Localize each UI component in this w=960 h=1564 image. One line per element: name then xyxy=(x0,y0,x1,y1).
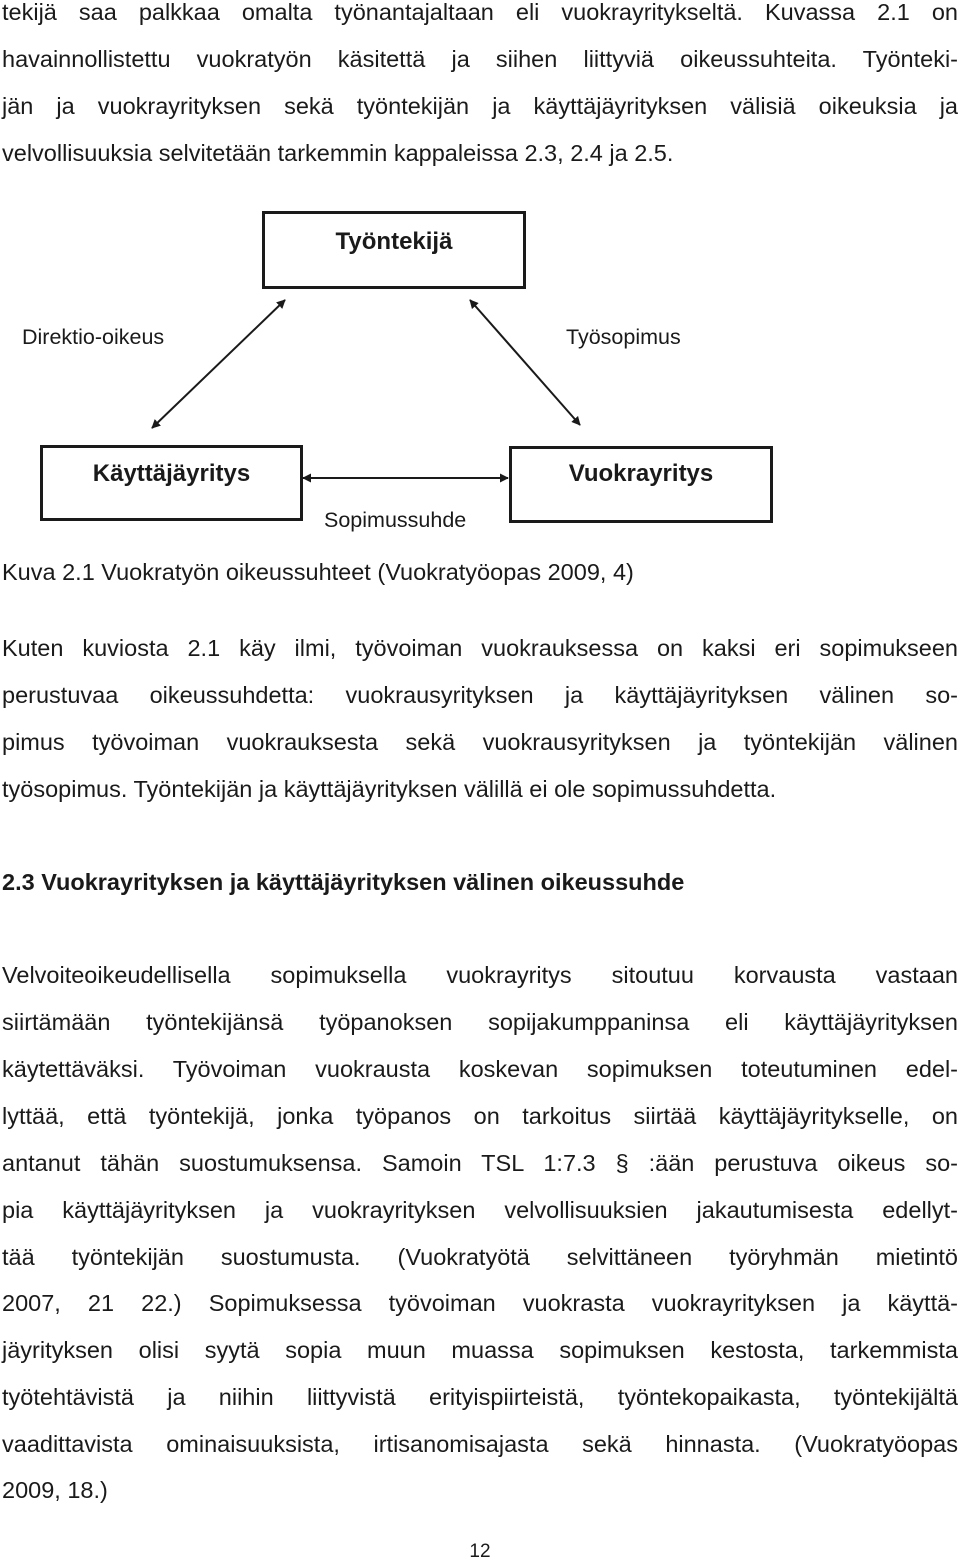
text-line: vaadittavista ominaisuuksista, irtisanomisajasta sekä hinnasta. (Vuokratyöopas xyxy=(2,1431,958,1457)
direktio-oikeus-label: Direktio-oikeus xyxy=(22,325,165,349)
page-number: 12 xyxy=(469,1541,491,1562)
text-line: siirtämään työntekijänsä työpanoksen sopijakumppaninsa eli käyttäjäyrityksen xyxy=(2,1009,958,1035)
text-line: pimus työvoiman vuokrauksesta sekä vuokrausyrityksen ja työntekijän välinen xyxy=(2,729,958,755)
text-line: 2009, 18.) xyxy=(2,1477,108,1503)
direktio-arrow xyxy=(152,300,285,428)
text-line: antanut tähän suostumuksensa. Samoin TSL 1:7.3 § :ään perustuva oikeus so- xyxy=(2,1150,958,1176)
text-line: havainnollistettu vuokratyön käsitettä ja siihen liittyviä oikeussuhteita. Työnteki- xyxy=(2,46,958,72)
user-company-box xyxy=(40,445,303,521)
text-line: Velvoiteoikeudellisella sopimuksella vuokrayritys sitoutuu korvausta vastaan xyxy=(2,962,958,988)
agency-box xyxy=(509,446,773,523)
agency-box-label: Vuokrayritys xyxy=(568,460,714,487)
text-line: työsopimus. Työntekijän ja käyttäjäyrityksen välillä ei ole sopimussuhdetta. xyxy=(2,776,777,802)
section-heading: 2.3 Vuokrayrityksen ja käyttäjäyrityksen välinen oikeussuhde xyxy=(2,869,685,895)
figure-caption: Kuva 2.1 Vuokratyön oikeussuhteet (Vuokratyöopas 2009, 4) xyxy=(2,559,634,585)
text-line: jän ja vuokrayrityksen sekä työntekijän ja käyttäjäyrityksen välisiä oikeuksia ja xyxy=(2,93,958,119)
text-line: Kuten kuviosta 2.1 käy ilmi, työvoiman vuokrauksessa on kaksi eri sopimukseen xyxy=(2,635,958,661)
text-line: perustuvaa oikeussuhdetta: vuokrausyrityksen ja käyttäjäyrityksen välinen so- xyxy=(2,682,958,708)
tyosopimus-arrow xyxy=(470,300,580,425)
text-line: velvollisuuksia selvitetään tarkemmin kappaleissa 2.3, 2.4 ja 2.5. xyxy=(2,140,674,166)
text-line: lyttää, että työntekijä, jonka työpanos on tarkoitus siirtää käyttäjäyritykselle, on xyxy=(2,1103,958,1129)
sopimussuhde-label: Sopimussuhde xyxy=(324,508,467,532)
tyosopimus-label: Työsopimus xyxy=(566,325,681,349)
employee-box-label: Työntekijä xyxy=(335,228,453,255)
text-line: 2007, 21 22.) Sopimuksessa työvoiman vuokrasta vuokrayrityksen ja käyttä- xyxy=(2,1290,958,1316)
user-company-box-label: Käyttäjäyritys xyxy=(92,460,251,487)
text-line: pia käyttäjäyrityksen ja vuokrayrityksen velvollisuuksien jakautumisesta edellyt- xyxy=(2,1197,958,1223)
text-line: työtehtävistä ja niihin liittyvistä erityispiirteistä, työntekopaikasta, työntekijältä xyxy=(2,1384,958,1410)
text-line: tää työntekijän suostumusta. (Vuokratyötä selvittäneen työryhmän mietintö xyxy=(2,1244,958,1270)
text-line: jäyrityksen olisi syytä sopia muun muassa sopimuksen kestosta, tarkemmista xyxy=(2,1337,958,1363)
text-line: käytettäväksi. Työvoiman vuokrausta koskevan sopimuksen toteutuminen edel- xyxy=(2,1056,958,1082)
text-line: tekijä saa palkkaa omalta työnantajaltaan eli vuokrayritykseltä. Kuvassa 2.1 on xyxy=(2,0,958,25)
employee-box xyxy=(262,211,526,289)
